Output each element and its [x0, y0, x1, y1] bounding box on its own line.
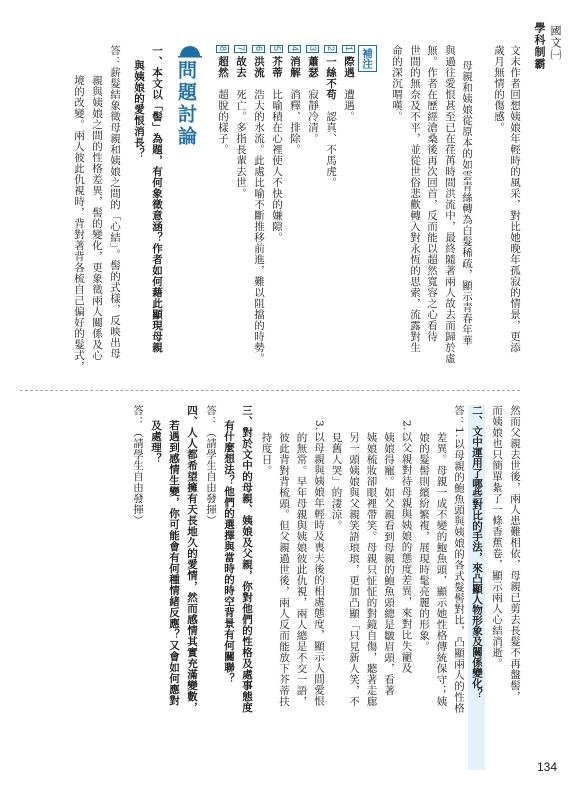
note-number: 7 [236, 46, 246, 52]
essay-line: 世間的無奈及不平，並從世俗悲歡轉入對永恆的思索，流露對生 [409, 45, 421, 353]
note-definition: 死亡。多指長輩去世。 [235, 88, 247, 199]
note-term: 一絲不苟 [325, 55, 337, 111]
answer-4: 答：（請學生自由發揮） [132, 405, 144, 526]
note-number: 3 [308, 46, 318, 52]
answer-2-line: 見舊人哭」的淒涼。 [330, 432, 343, 531]
note-item [322, 45, 339, 375]
essay-line: 與過往愛恨甚至已在荏苒時間洪流中，最終隨著兩人故去而歸於虛 [444, 45, 456, 364]
note-number: 6 [254, 46, 264, 52]
note-item [286, 45, 303, 375]
question-1-line: 與姨娘的愛恨消長？ [133, 60, 145, 159]
note-number: 2 [326, 46, 336, 52]
question-4-line: 四、人人都希望擁有天長地久的愛情，然而感情其實充滿變數， [186, 405, 198, 713]
answer-2-line: 持度日。 [260, 432, 273, 476]
answer-3: 答：（請學生自由發揮） [205, 405, 217, 526]
question-2-line: 二、文中運用了哪些對比的手法，來凸顯人物形象及關係變化？ [468, 405, 485, 770]
note-definition: 寂靜冷清。 [307, 88, 319, 144]
note-definition: 認真、不馬虎。 [325, 110, 337, 188]
note-number: 8 [218, 46, 228, 52]
answer-2-line: 差異。母親一成不變的鮑魚頭，顯示她性格傳統保守；姨 [435, 432, 448, 707]
note-definition: 超脫的樣子。 [217, 88, 229, 155]
note-item [268, 45, 285, 375]
answer-2-line: 娘的髮髻則繽紛繁複，展現時髦亮麗的形象。 [418, 432, 430, 652]
question-4-line: 及處理？ [150, 420, 162, 464]
note-item [232, 45, 249, 375]
notes-label: 補注 [358, 45, 377, 72]
answer-1-line: 然而父親去世後，兩人患難相依，母親已剪去長髮不再盤髻， [509, 405, 521, 702]
discussion-icon [177, 42, 203, 58]
section-title: 問題討論 [175, 60, 197, 148]
essay-line: 歲月無情的傷感。 [493, 45, 505, 133]
note-definition: 消釋、排除。 [289, 88, 301, 155]
answer-1-line: 答：薪髮結象徵母親和姨娘之間的「心結」。髻的式樣，反映出母 [109, 45, 121, 359]
answer-2-line: 3.以母親與姨娘年輕時及喪夫後的相處態度，顯示人間愛恨 [313, 420, 325, 707]
note-number: 4 [290, 46, 300, 52]
note-definition: 比喻積在心裡使人不快的嫌隙。 [271, 88, 283, 243]
note-term: 故去 [235, 55, 247, 89]
note-definition: 遭遇。 [343, 88, 355, 122]
answer-2-line: 另一頭姨娘與父親笑語琅琅，更加凸顯「只見新人笑，不 [348, 432, 360, 707]
page-divider [20, 390, 520, 391]
header-subtitle: 國文㈠ [549, 25, 562, 61]
essay-line: 命的深沉喟嘆。 [391, 45, 403, 122]
header-title: 學科制霸 [533, 22, 546, 70]
note-term: 蕭瑟 [307, 55, 319, 89]
note-term: 洪流 [253, 55, 265, 89]
note-item [340, 45, 357, 375]
answer-2-line: 答：1.以母親的鮑魚頭與姨娘的各式髮髻對比，凸顯兩人的性格 [453, 405, 465, 714]
question-4-line: 若遇到感情生變，你可能會有何種情緒反應？又會如何應對 [168, 420, 180, 706]
answer-2-line: 姨娘梳妝卻眼裡帶笑。母親只怔怔的對鏡自傷，聽著走廊 [365, 432, 378, 707]
page-number: 134 [536, 760, 557, 774]
answer-2-line: 彼此背對背梳頭。但父親過世後，兩人反而能放下芥蒂扶 [278, 432, 290, 707]
answer-2-line: 的無常。早年母親與姨娘彼此仇視，兩人總是不交一語， [295, 432, 308, 707]
answer-1-line: 而姨娘也只簡單紮了一條香蕉卷，顯示兩人心結消逝。 [491, 405, 503, 669]
note-number: 1 [344, 46, 354, 52]
note-item [304, 45, 321, 375]
essay-line: 無。作者在歷經滄桑後再次回首，反而能以超然寬容之心看待 [426, 45, 438, 342]
note-definition: 浩大的水流。此處比喻不斷推移前進，難以阻擋的時勢。 [253, 88, 265, 364]
page-header [531, 22, 585, 82]
question-3-line: 三、對於文中的母親、姨娘及父親，你對他們的性格及處事態度 [241, 405, 253, 713]
note-term: 芥蒂 [271, 55, 283, 89]
note-item [214, 45, 231, 375]
essay-line: 文末作者回想姨娘年輕時的風采，對比她晚年孤寂的情景，更添 [509, 45, 521, 353]
answer-1-line: 境的改變。兩人彼此仇視時，背對著背各梳自己偏好的髮式， [73, 75, 85, 372]
answer-2-line: 姨娘得寵。如父親看到母親的鮑魚頭總是皺眉頭，看著 [383, 432, 395, 696]
essay-line: 母親和姨娘從原本的如雲青絲轉為白髮稀疏，顯示青春年華 [461, 60, 473, 346]
note-item [250, 45, 267, 375]
question-1-line: 一、本文以「髻」為題，有何象徵意涵？作者如何藉此顯現母親 [151, 45, 163, 353]
note-number: 5 [272, 46, 282, 52]
note-term: 際遇 [343, 55, 355, 89]
answer-2-line: 2.以父親對待母親與姨娘的態度差異，來對比失寵及 [400, 420, 413, 674]
note-term: 消解 [289, 55, 301, 89]
answer-1-line: 親與姨娘之間的性格差異，髻的變化，更象徵兩人關係及心 [91, 75, 103, 361]
note-term: 超然 [217, 55, 229, 89]
question-3-line: 有什麼想法？他們的選擇與當時的時空背景有何關聯？ [223, 420, 235, 684]
